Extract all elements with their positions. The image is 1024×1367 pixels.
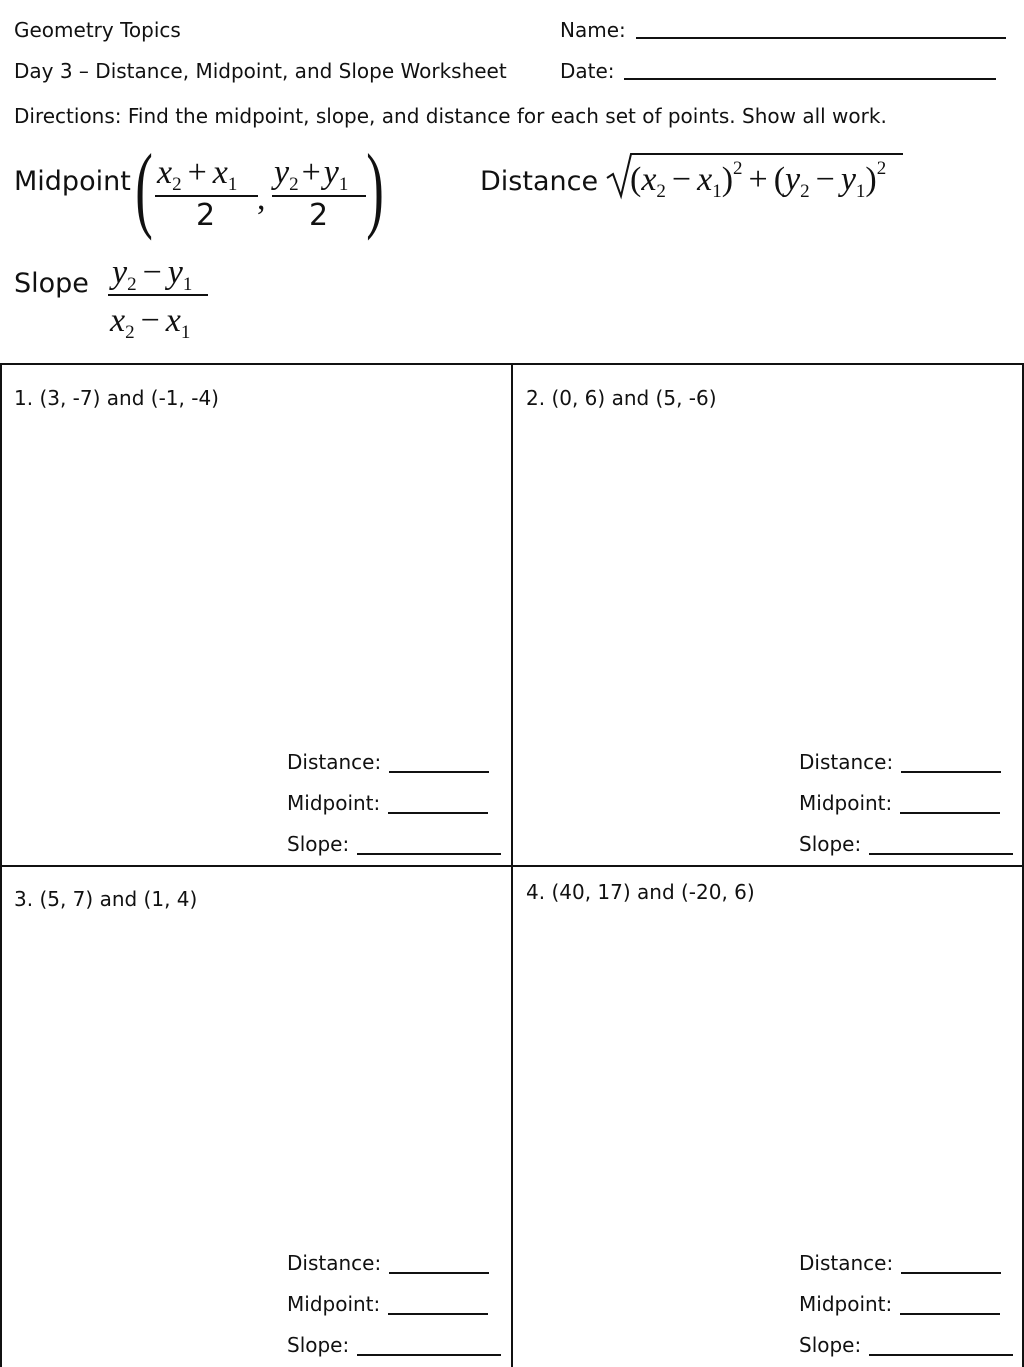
- distance-answer[interactable]: [287, 1251, 489, 1275]
- problem-cell-4[interactable]: [512, 867, 1024, 1367]
- problems-grid: [0, 363, 1024, 1365]
- problem-cell-3[interactable]: [0, 867, 512, 1367]
- midpoint-answer[interactable]: [287, 1292, 488, 1316]
- problem-prompt: 1. (3, -7) and (-1, -4): [14, 386, 219, 410]
- slope-formula-label: Slope: [14, 268, 89, 299]
- distance-answer[interactable]: [799, 750, 1001, 774]
- slope-answer[interactable]: [799, 1333, 1013, 1357]
- midpoint-answer-label: Midpoint:: [799, 791, 893, 815]
- midpoint-answer[interactable]: [287, 791, 488, 815]
- directions-text: Directions: Find the midpoint, slope, and distance for each set of points. Show all work.: [14, 104, 887, 128]
- slope-answer[interactable]: [287, 1333, 501, 1357]
- distance-answer[interactable]: [287, 750, 489, 774]
- problem-prompt: 3. (5, 7) and (1, 4): [14, 887, 198, 911]
- distance-answer-label: Distance:: [287, 750, 382, 774]
- name-field[interactable]: [636, 37, 1006, 39]
- problem-cell-1[interactable]: [0, 365, 512, 865]
- slope-answer-label: Slope:: [287, 1333, 350, 1357]
- slope-answer[interactable]: [799, 832, 1013, 856]
- date-label: Date:: [560, 59, 615, 83]
- problem-cell-2[interactable]: [512, 365, 1024, 865]
- midpoint-answer[interactable]: [799, 1292, 1000, 1316]
- slope-answer-label: Slope:: [799, 1333, 862, 1357]
- problem-prompt: 2. (0, 6) and (5, -6): [526, 386, 717, 410]
- distance-formula-label: Distance: [480, 166, 599, 197]
- distance-answer-label: Distance:: [799, 1251, 894, 1275]
- midpoint-answer-label: Midpoint:: [287, 1292, 381, 1316]
- name-label: Name:: [560, 18, 626, 42]
- distance-answer-label: Distance:: [799, 750, 894, 774]
- midpoint-answer-label: Midpoint:: [287, 791, 381, 815]
- slope-answer[interactable]: [287, 832, 501, 856]
- distance-answer[interactable]: [799, 1251, 1001, 1275]
- midpoint-answer[interactable]: [799, 791, 1000, 815]
- date-field[interactable]: [624, 78, 996, 80]
- slope-answer-label: Slope:: [799, 832, 862, 856]
- midpoint-answer-label: Midpoint:: [799, 1292, 893, 1316]
- slope-answer-label: Slope:: [287, 832, 350, 856]
- problem-prompt: 4. (40, 17) and (-20, 6): [526, 880, 755, 904]
- midpoint-formula-label: Midpoint: [14, 166, 131, 197]
- distance-answer-label: Distance:: [287, 1251, 382, 1275]
- course-title: Geometry Topics: [14, 18, 181, 42]
- worksheet-title: Day 3 – Distance, Midpoint, and Slope Worksheet: [14, 59, 507, 83]
